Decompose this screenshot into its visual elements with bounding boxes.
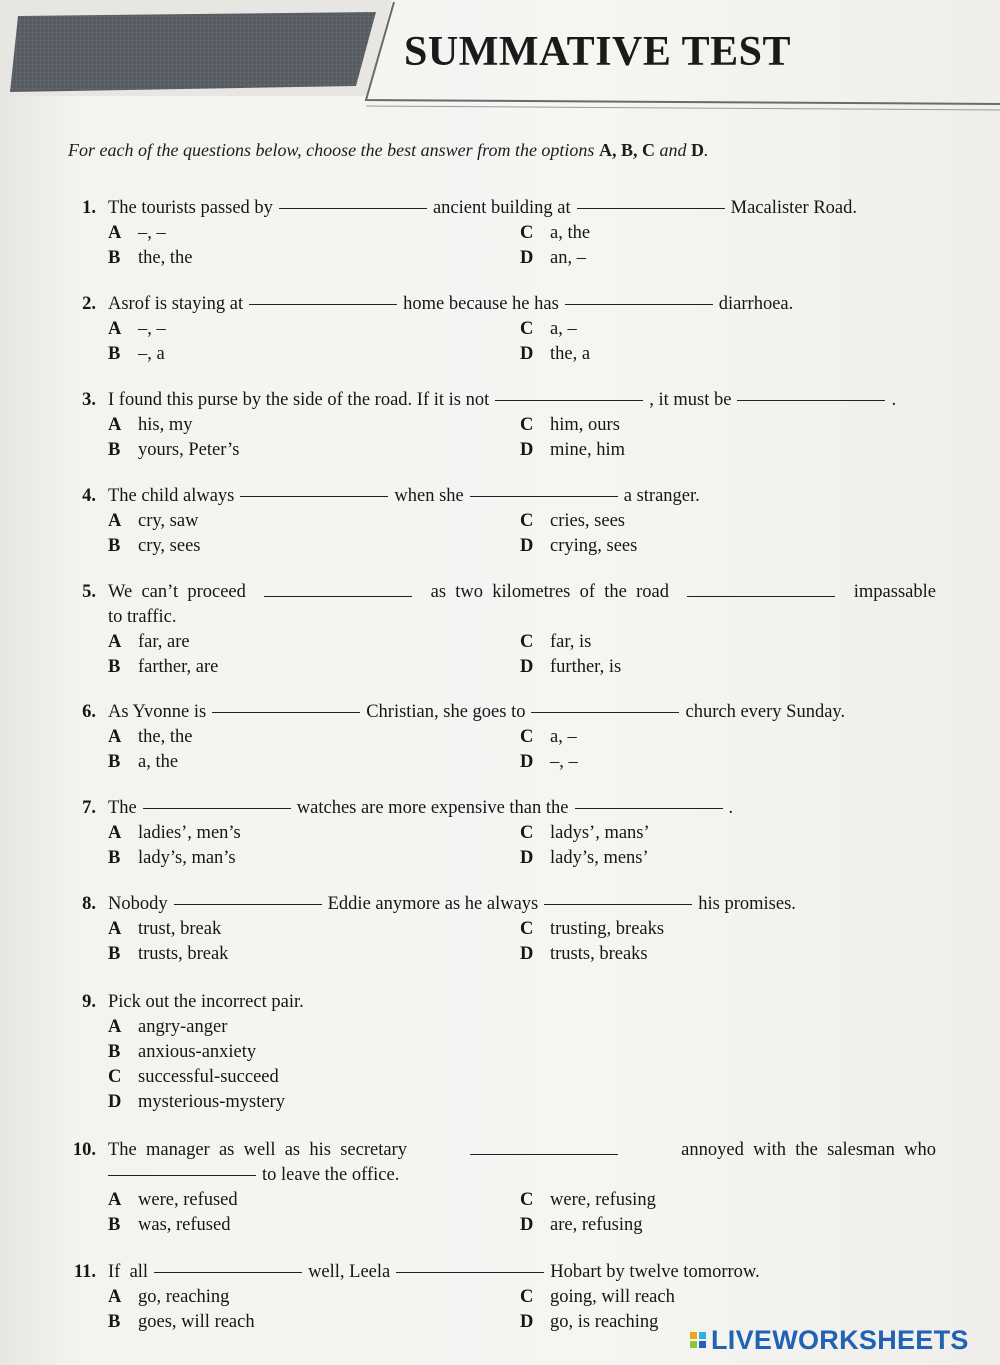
option-letter: C	[520, 415, 534, 435]
option-letter: B	[108, 1042, 121, 1062]
option-b[interactable]	[108, 248, 192, 269]
option-d[interactable]	[520, 657, 621, 678]
liveworksheets-logo[interactable]	[690, 1322, 969, 1358]
logo-square	[690, 1341, 697, 1348]
instructions-and: and	[659, 140, 687, 160]
question-number: 10.	[72, 1140, 96, 1160]
option-text: cry, sees	[138, 536, 201, 556]
option-a[interactable]	[108, 415, 192, 436]
option-text: trusts, break	[138, 944, 229, 964]
option-letter: D	[108, 1092, 122, 1112]
option-letter: C	[520, 632, 534, 652]
answer-blank[interactable]	[174, 903, 322, 905]
option-letter: B	[108, 848, 121, 868]
question-text	[108, 992, 304, 1013]
option-d[interactable]	[520, 536, 637, 557]
option-b[interactable]	[108, 1042, 256, 1063]
answer-blank[interactable]	[544, 903, 692, 905]
question-number: 4.	[82, 486, 96, 506]
option-letter: B	[108, 440, 121, 460]
option-text: cry, saw	[138, 511, 199, 531]
option-text: the, the	[138, 727, 193, 747]
option-letter: D	[520, 440, 534, 460]
question-text-part: The tourists passed by	[108, 198, 273, 218]
option-text: him, ours	[550, 415, 620, 435]
question-number: 7.	[82, 798, 96, 818]
option-letter: D	[520, 657, 534, 677]
instructions-text: For each of the questions below, choose the best answer from the options	[68, 140, 595, 160]
question-number: 3.	[82, 390, 96, 410]
question-number: 6.	[82, 702, 96, 722]
question-text	[108, 582, 936, 603]
option-text: farther, are	[138, 657, 219, 677]
question-text	[108, 1262, 760, 1283]
option-text: ladys’, mans’	[550, 823, 650, 843]
option-a[interactable]	[108, 823, 241, 844]
option-a[interactable]	[108, 319, 166, 340]
option-text: ladies’, men’s	[138, 823, 241, 843]
option-letter: D	[520, 944, 534, 964]
option-text: lady’s, mens’	[550, 848, 649, 868]
logo-text: LIVEWORKSHEETS	[711, 1324, 969, 1355]
question-text	[108, 198, 857, 219]
question-text-part: .	[728, 798, 734, 818]
option-letter: D	[520, 344, 534, 364]
option-text: go, reaching	[138, 1287, 230, 1307]
option-a[interactable]	[108, 632, 190, 653]
option-b[interactable]	[108, 440, 239, 461]
option-a[interactable]	[108, 919, 221, 940]
question-text	[108, 798, 733, 819]
option-letter: D	[520, 1312, 534, 1332]
option-letter: D	[520, 1215, 534, 1235]
answer-blank[interactable]	[495, 399, 643, 401]
option-letter: A	[108, 1190, 122, 1210]
option-d[interactable]	[520, 1312, 658, 1333]
question-text	[108, 390, 896, 411]
option-c[interactable]	[520, 919, 664, 940]
question-text-part: Macalister Road.	[730, 198, 857, 218]
option-text: going, will reach	[550, 1287, 675, 1307]
option-d[interactable]	[520, 848, 649, 869]
question-text-part: The child always	[108, 486, 235, 506]
option-c[interactable]	[520, 727, 577, 748]
option-c[interactable]	[520, 632, 591, 653]
option-letter: A	[108, 223, 122, 243]
answer-blank[interactable]	[565, 303, 713, 305]
option-c[interactable]	[520, 319, 577, 340]
option-b[interactable]	[108, 752, 178, 773]
answer-blank[interactable]	[470, 495, 618, 497]
instructions-period: .	[703, 140, 709, 160]
question-text-part: ancient building at	[432, 198, 571, 218]
option-letter: C	[520, 1287, 534, 1307]
answer-blank[interactable]	[212, 711, 360, 713]
option-b[interactable]	[108, 657, 218, 678]
question-text-part: If all	[108, 1262, 149, 1282]
option-text: cries, sees	[550, 511, 625, 531]
option-letter: C	[108, 1067, 122, 1087]
question-text-part: The manager as well as his secretary	[108, 1140, 407, 1160]
question-text	[108, 702, 845, 723]
option-letter: C	[520, 823, 534, 843]
question-text-part: We can’t proceed	[108, 582, 246, 602]
option-text: far, is	[550, 632, 592, 652]
option-letter: A	[108, 1287, 122, 1307]
question-text-part: church every Sunday.	[685, 702, 846, 722]
option-letter: B	[108, 657, 121, 677]
option-text: angry-anger	[138, 1017, 228, 1037]
option-text: was, refused	[138, 1215, 231, 1235]
option-text: the, the	[138, 248, 193, 268]
option-a[interactable]	[108, 1017, 227, 1038]
option-b[interactable]	[108, 536, 201, 557]
answer-blank[interactable]	[470, 1153, 618, 1155]
question-text-line2	[108, 1165, 399, 1186]
question-number: 9.	[82, 992, 96, 1012]
question-text-part: watches are more expensive than the	[296, 798, 569, 818]
answer-blank[interactable]	[108, 1174, 256, 1176]
option-letter: C	[520, 919, 534, 939]
liveworksheets-logo-icon	[690, 1332, 706, 1348]
option-text: crying, sees	[550, 536, 638, 556]
option-letter: A	[108, 319, 122, 339]
answer-blank[interactable]	[577, 207, 725, 209]
option-a[interactable]	[108, 223, 166, 244]
answer-blank[interactable]	[240, 495, 388, 497]
question-text-part: Pick out the incorrect pair.	[108, 992, 304, 1012]
option-text: were, refusing	[550, 1190, 656, 1210]
question-text-part: Hobart by twelve tomorrow.	[550, 1262, 760, 1282]
question-text-part: impassable	[853, 582, 936, 602]
question-number: 1.	[82, 198, 96, 218]
instructions-last-letter: D	[690, 140, 704, 160]
option-d[interactable]	[520, 248, 586, 269]
option-c[interactable]	[520, 1190, 656, 1211]
question-text-part: his promises.	[698, 894, 796, 914]
option-c[interactable]	[108, 1067, 279, 1088]
option-text: trust, break	[138, 919, 222, 939]
option-letter: C	[520, 511, 534, 531]
option-a[interactable]	[108, 1287, 229, 1308]
option-letter: B	[108, 536, 121, 556]
option-text: successful-succeed	[138, 1067, 279, 1087]
instructions-letters: A, B, C	[598, 140, 655, 160]
option-letter: C	[520, 1190, 534, 1210]
option-letter: D	[520, 248, 534, 268]
option-letter: A	[108, 919, 122, 939]
option-c[interactable]	[520, 223, 590, 244]
question-text-part: Nobody	[108, 894, 168, 914]
option-letter: D	[520, 848, 534, 868]
option-letter: B	[108, 248, 121, 268]
answer-blank[interactable]	[575, 807, 723, 809]
option-a[interactable]	[108, 1190, 238, 1211]
option-text: –, –	[138, 223, 166, 243]
option-letter: A	[108, 511, 122, 531]
question-text-part: well, Leela	[308, 1262, 391, 1282]
option-b[interactable]	[108, 1215, 230, 1236]
question-text-part: to leave the office.	[262, 1165, 400, 1185]
question-text-part: Eddie anymore as he always	[327, 894, 539, 914]
option-text: trusting, breaks	[550, 919, 665, 939]
page-title: SUMMATIVE TEST	[404, 29, 792, 75]
option-text: an, –	[550, 248, 586, 268]
option-text: lady’s, man’s	[138, 848, 236, 868]
question-number: 8.	[82, 894, 96, 914]
question-number: 11.	[73, 1262, 96, 1282]
option-c[interactable]	[520, 823, 650, 844]
option-text: mysterious-mystery	[138, 1092, 285, 1112]
option-letter: B	[108, 1312, 121, 1332]
option-text: anxious-anxiety	[138, 1042, 257, 1062]
option-text: a, –	[550, 727, 577, 747]
option-letter: C	[520, 223, 534, 243]
option-text: further, is	[550, 657, 622, 677]
question-text-part: diarrhoea.	[718, 294, 794, 314]
option-text: are, refusing	[550, 1215, 643, 1235]
question-text-part: , it must be	[649, 390, 732, 410]
option-b[interactable]	[108, 344, 165, 365]
option-letter: A	[108, 727, 122, 747]
option-letter: B	[108, 752, 121, 772]
option-d[interactable]	[520, 344, 590, 365]
answer-blank[interactable]	[143, 807, 291, 809]
answer-blank[interactable]	[687, 595, 835, 597]
question-text	[108, 1140, 936, 1161]
question-number: 2.	[82, 294, 96, 314]
option-d[interactable]	[520, 1215, 642, 1236]
instructions	[68, 140, 708, 161]
option-letter: C	[520, 319, 534, 339]
option-d[interactable]	[520, 944, 648, 965]
option-text: goes, will reach	[138, 1312, 255, 1332]
option-text: were, refused	[138, 1190, 238, 1210]
question-text-part: as two kilometres of the road	[430, 582, 670, 602]
answer-blank[interactable]	[531, 711, 679, 713]
option-b[interactable]	[108, 944, 228, 965]
question-text	[108, 894, 796, 915]
option-text: –, a	[138, 344, 165, 364]
option-a[interactable]	[108, 511, 198, 532]
answer-blank[interactable]	[279, 207, 427, 209]
option-letter: C	[520, 727, 534, 747]
question-text-line2: to traffic.	[108, 607, 177, 627]
logo-square	[699, 1332, 706, 1339]
option-letter: B	[108, 1215, 121, 1235]
option-letter: B	[108, 344, 121, 364]
option-text: a, the	[138, 752, 179, 772]
option-letter: A	[108, 415, 122, 435]
question-text-part: when she	[394, 486, 464, 506]
option-d[interactable]	[108, 1092, 285, 1113]
option-text: a, the	[550, 223, 591, 243]
option-d[interactable]	[520, 440, 625, 461]
question-text-part: As Yvonne is	[108, 702, 207, 722]
option-b[interactable]	[108, 848, 236, 869]
question-text-part: annoyed with the salesman who	[681, 1140, 936, 1160]
option-letter: B	[108, 944, 121, 964]
question-text-part: Asrof is staying at	[108, 294, 244, 314]
option-letter: D	[520, 536, 534, 556]
option-c[interactable]	[520, 1287, 675, 1308]
option-d[interactable]	[520, 752, 578, 773]
question-text-part: .	[891, 390, 897, 410]
question-text-part: Christian, she goes to	[366, 702, 526, 722]
question-text-part: I found this purse by the side of the road. If it is not	[108, 390, 490, 410]
question-text	[108, 294, 793, 315]
option-text: his, my	[138, 415, 193, 435]
option-letter: D	[520, 752, 534, 772]
option-letter: A	[108, 632, 122, 652]
logo-square	[699, 1341, 706, 1348]
option-text: the, a	[550, 344, 591, 364]
question-text-part: home because he has	[403, 294, 559, 314]
option-letter: A	[108, 823, 122, 843]
answer-blank[interactable]	[249, 303, 397, 305]
option-text: a, –	[550, 319, 577, 339]
option-c[interactable]	[520, 511, 625, 532]
option-a[interactable]	[108, 727, 192, 748]
question-text	[108, 486, 700, 507]
question-text-part: The	[108, 798, 137, 818]
question-number: 5.	[82, 582, 96, 602]
option-text: yours, Peter’s	[138, 440, 240, 460]
option-text: mine, him	[550, 440, 626, 460]
option-text: –, –	[550, 752, 578, 772]
answer-blank[interactable]	[737, 399, 885, 401]
answer-blank[interactable]	[264, 595, 412, 597]
option-b[interactable]	[108, 1312, 255, 1333]
option-text: –, –	[138, 319, 166, 339]
option-text: far, are	[138, 632, 190, 652]
option-text: trusts, breaks	[550, 944, 648, 964]
answer-blank[interactable]	[154, 1271, 302, 1273]
option-letter: A	[108, 1017, 122, 1037]
option-text: go, is reaching	[550, 1312, 659, 1332]
logo-square	[690, 1332, 697, 1339]
question-text-part: a stranger.	[623, 486, 700, 506]
option-c[interactable]	[520, 415, 620, 436]
answer-blank[interactable]	[396, 1271, 544, 1273]
